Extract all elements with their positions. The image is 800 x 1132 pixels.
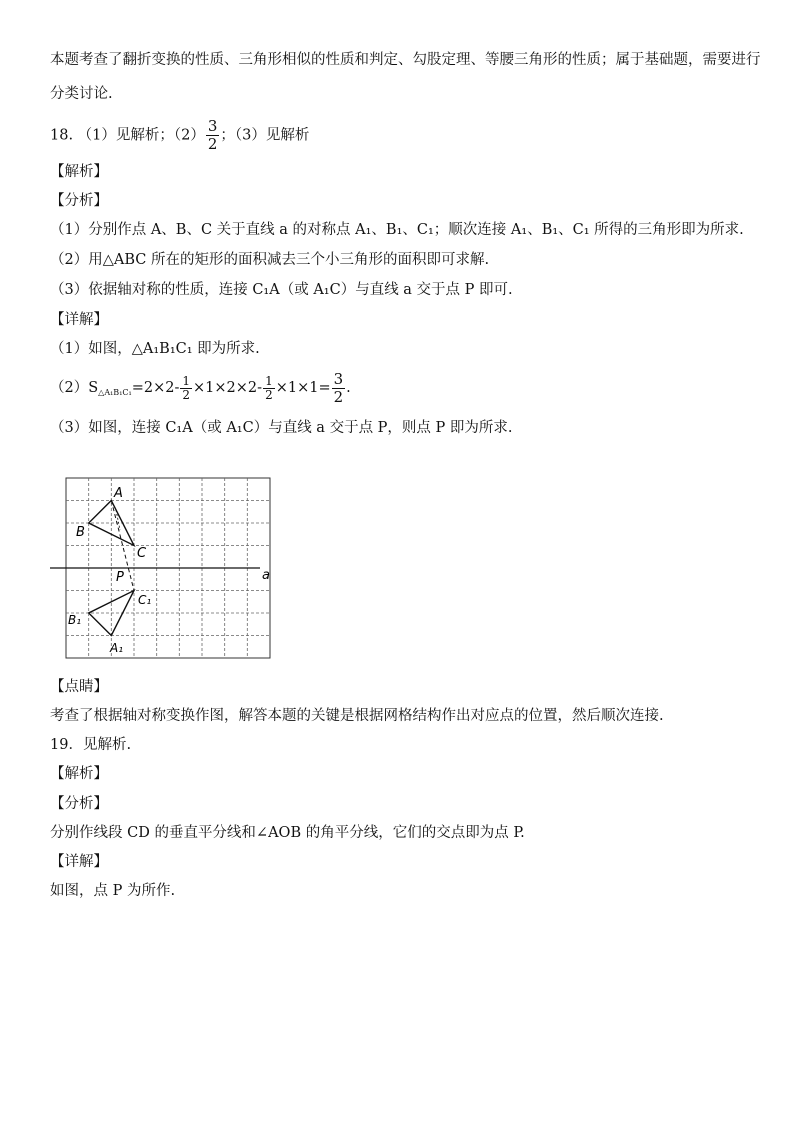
section-fenxi: 【分析】 <box>50 193 108 209</box>
section-jiexi-2: 【解析】 <box>50 766 108 782</box>
intro-line-2: 分类讨论. <box>50 86 113 102</box>
expr-2: ×1×2×2- <box>193 380 263 396</box>
answer-18-part1: （1）见解析；（2） <box>77 127 205 144</box>
label-c1: C₁ <box>138 593 152 607</box>
expr-3: ×1×1= <box>275 380 331 396</box>
section-jiexi: 【解析】 <box>50 164 108 180</box>
detail-2-prefix: （2） <box>50 380 89 396</box>
analysis-19: 分别作线段 CD 的垂直平分线和∠AOB 的角平分线，它们的交点即为点 P. <box>50 825 525 841</box>
label-line-a: a <box>262 568 270 583</box>
grid-figure <box>44 470 284 670</box>
answer-18 <box>50 118 309 153</box>
label-p: P <box>116 570 124 585</box>
label-a: A <box>114 486 123 501</box>
detail-3: （3）如图，连接 C₁A（或 A₁C）与直线 a 交于点 P，则点 P 即为所求. <box>50 420 513 436</box>
grid-figure-svg <box>44 470 284 670</box>
label-c: C <box>137 546 147 561</box>
detail-2-formula <box>50 370 351 411</box>
denominator: 2 <box>182 387 191 402</box>
numerator: 3 <box>333 369 344 388</box>
expr-end: . <box>346 380 351 396</box>
fraction-1-2 <box>180 375 192 402</box>
analysis-2: （2）用△ABC 所在的矩形的面积减去三个小三角形的面积即可求解. <box>50 252 490 268</box>
numerator: 3 <box>207 117 218 135</box>
label-a1: A₁ <box>110 641 124 655</box>
denominator: 2 <box>265 387 273 402</box>
detail-1: （1）如图，△A₁B₁C₁ 即为所求. <box>50 341 260 357</box>
detail-19: 如图，点 P 为所作. <box>50 883 176 899</box>
answer-19: 19．见解析. <box>50 737 132 753</box>
section-xiangjie-2: 【详解】 <box>50 854 108 870</box>
analysis-1: （1）分别作点 A、B、C 关于直线 a 的对称点 A₁、B₁、C₁；顺次连接 A₁、B₁、C₁ 所得的三角形即为所求. <box>50 222 744 238</box>
label-b1: B₁ <box>68 613 82 627</box>
dianjing-text: 考查了根据轴对称变换作图，解答本题的关键是根据网格结构作出对应点的位置，然后顺次连接. <box>50 708 664 724</box>
area-symbol: S <box>88 380 99 396</box>
section-dianjing: 【点睛】 <box>50 679 108 695</box>
intro-line-1: 本题考查了翻折变换的性质、三角形相似的性质和判定、勾股定理、等腰三角形的性质；属于基础题，需要进行 <box>50 52 761 68</box>
numerator: 1 <box>265 373 273 388</box>
denominator: 2 <box>333 387 344 406</box>
numerator: 1 <box>182 373 191 388</box>
expr-1: =2×2- <box>131 380 180 396</box>
section-xiangjie: 【详解】 <box>50 312 108 328</box>
section-fenxi-2: 【分析】 <box>50 796 108 812</box>
answer-18-part3: ；（3）见解析 <box>220 127 310 144</box>
fraction-3-2 <box>206 118 220 153</box>
analysis-3: （3）依据轴对称的性质，连接 C₁A（或 A₁C）与直线 a 交于点 P 即可. <box>50 282 513 298</box>
denominator: 2 <box>207 135 218 153</box>
area-subscript: △A₁B₁C₁ <box>98 388 132 397</box>
fraction-3-2 <box>332 371 346 406</box>
question-number: 18. <box>50 127 74 144</box>
fraction-1-2 <box>263 375 275 402</box>
label-b: B <box>76 525 85 540</box>
